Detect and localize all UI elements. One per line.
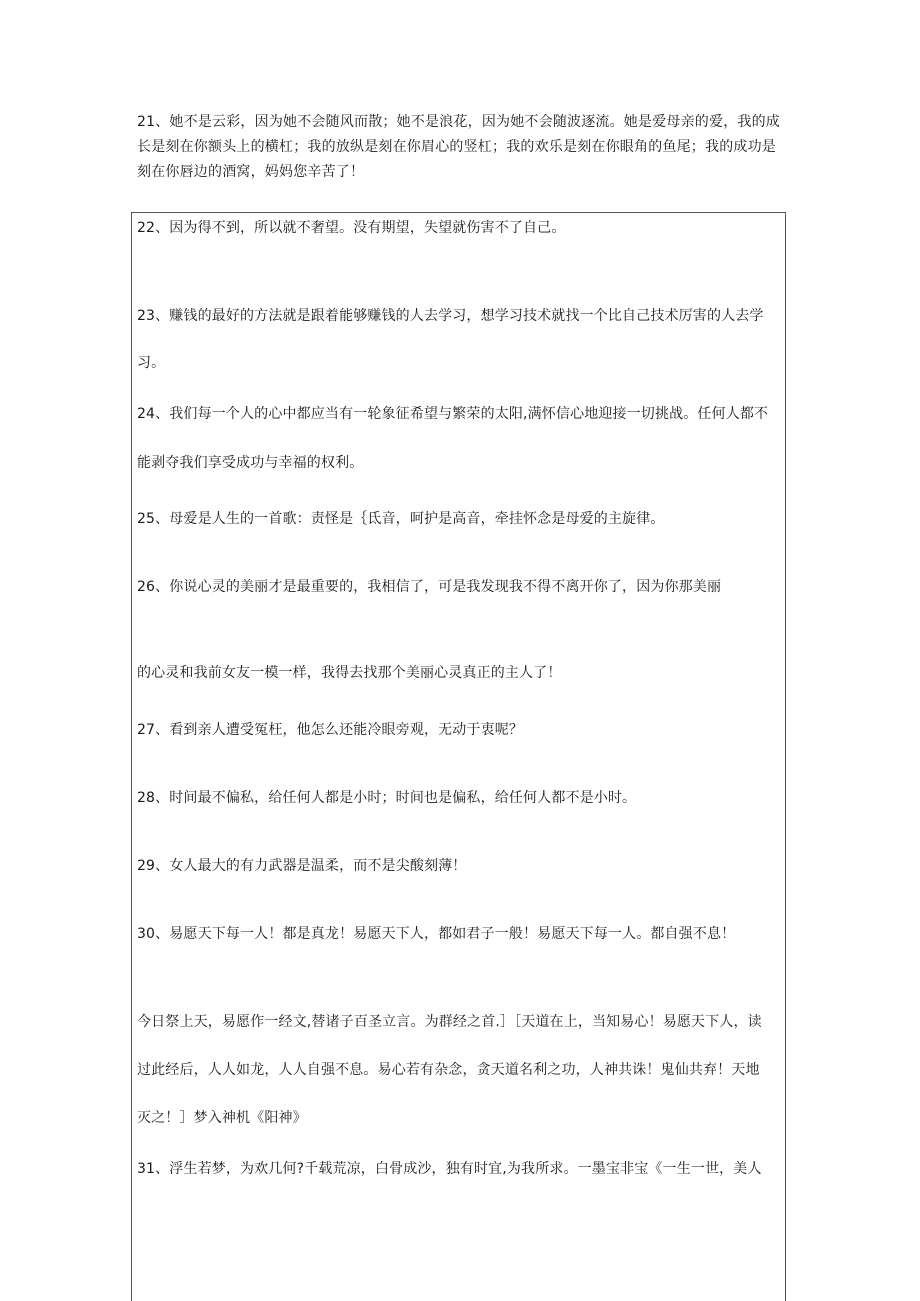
paragraph-28: 28、时间最不偏私，给任何人都是小时；时间也是偏私，给任何人都不是小时。 — [137, 790, 637, 806]
paragraph-21: 21、她不是云彩，因为她不会随风而散；她不是浪花，因为她不会随波逐流。她是爱母亲的爱，我的成长是刻在你额头上的横杠；我的放纵是刻在你眉心的竖杠；我的欢乐是刻在你眼角的鱼尾；我的成功是刻在你唇边的酒窝，妈妈您辛苦了！ — [137, 114, 781, 180]
paragraph-30-line-3: 过此经后，人人如龙，人人自强不息。易心若有杂念，贪天道名利之功，人神共诛！鬼仙共弃！天地 — [137, 1062, 760, 1078]
paragraph-30-line-1: 30、易愿天下每一人！都是真龙！易愿天下人，都如君子一般！易愿天下每一人。都自强不息！ — [137, 926, 736, 942]
paragraph-30-line-2: 今日祭上天，易愿作一经文,替诸子百圣立言。为群经之首.］［天道在上，当知易心！易愿天下人，读 — [137, 1014, 762, 1030]
paragraph-23-line-1: 23、赚钱的最好的方法就是跟着能够赚钱的人去学习，想学习技术就找一个比自己技术厉害的人去学 — [137, 308, 764, 324]
paragraph-31: 31、浮生若梦，为欢几何?千载荒凉，白骨成沙，独有时宜,为我所求。一墨宝非宝《一生一世，美人 — [137, 1161, 762, 1177]
paragraph-27: 27、看到亲人遭受冤枉，他怎么还能冷眼旁观，无动于衷呢？ — [137, 722, 524, 738]
paragraph-30-line-4: 灭之！］梦入神机《阳神》 — [137, 1110, 307, 1126]
text-box-frame — [131, 212, 786, 1301]
paragraph-22: 22、因为得不到，所以就不奢望。没有期望，失望就伤害不了自己。 — [137, 220, 566, 236]
paragraph-26-line-1: 26、你说心灵的美丽才是最重要的，我相信了，可是我发现我不得不离开你了，因为你那美丽 — [137, 579, 722, 595]
paragraph-23-line-2: 习。 — [137, 355, 166, 371]
paragraph-25: 25、母爱是人生的一首歌：责怪是｛氐音，呵护是高音，牵挂怀念是母爱的主旋律。 — [137, 511, 665, 527]
paragraph-29: 29、女人最大的有力武器是温柔，而不是尖酸刻薄！ — [137, 858, 467, 874]
paragraph-24-line-1: 24、我们每一个人的心中都应当有一轮象征希望与繁荣的太阳,满怀信心地迎接一切挑战。任何人都不 — [137, 406, 769, 422]
paragraph-24-line-2: 能剥夺我们享受成功与幸福的权利。 — [137, 455, 364, 471]
paragraph-26-line-2: 的心灵和我前女友一模一样，我得去找那个美丽心灵真正的主人了！ — [137, 665, 562, 681]
